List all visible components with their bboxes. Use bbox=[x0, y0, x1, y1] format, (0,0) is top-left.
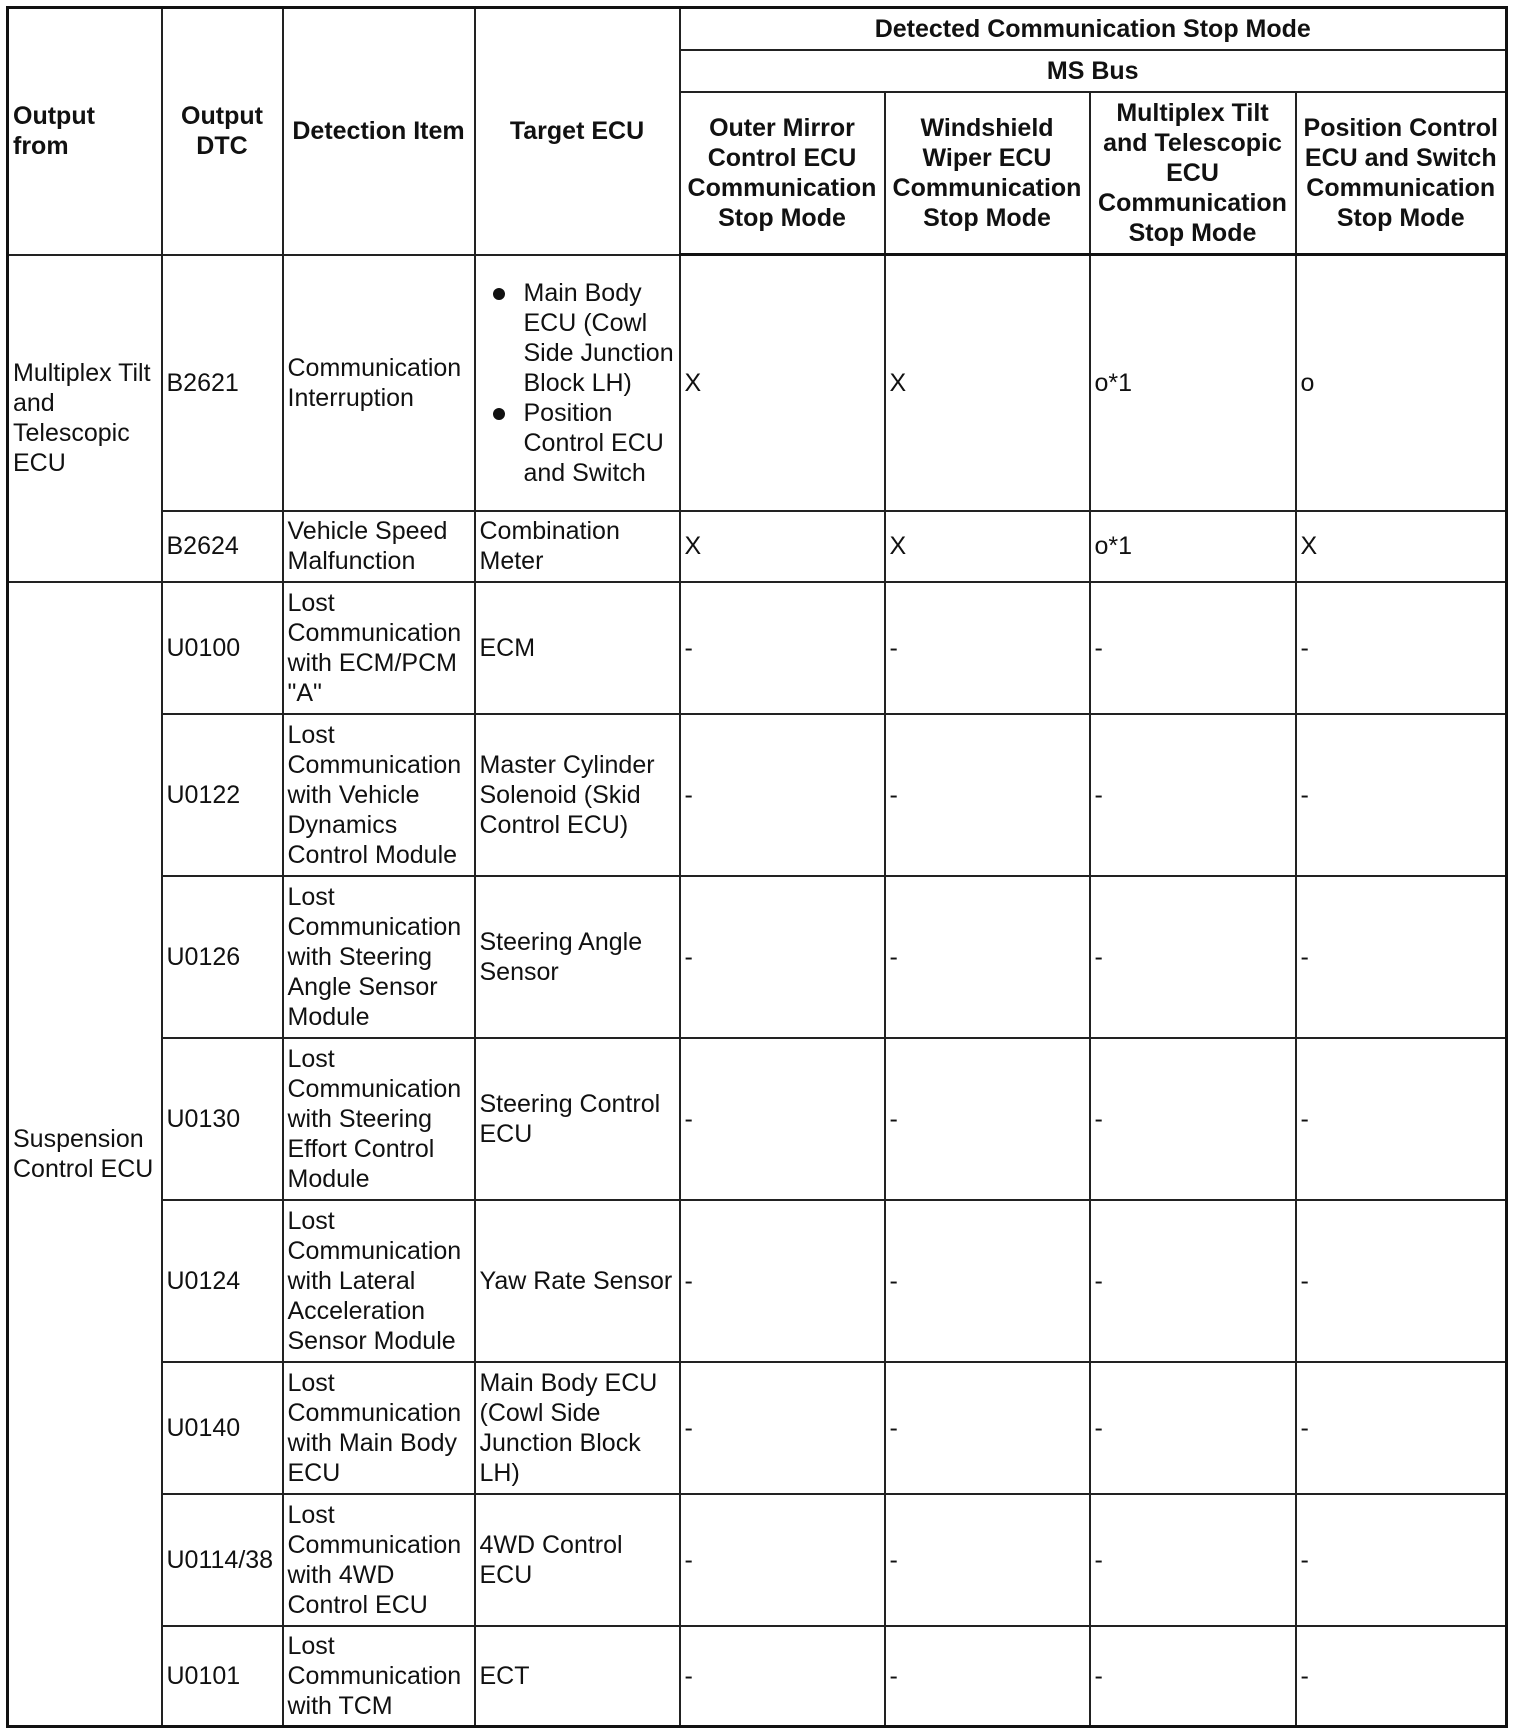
detection-item: Lost Communication with 4WD Control ECU bbox=[283, 1494, 475, 1626]
header-mode-position-control: Position Control ECU and Switch Communication Stop Mode bbox=[1296, 92, 1507, 255]
mode-value: - bbox=[885, 714, 1090, 876]
dtc-code: U0100 bbox=[162, 582, 283, 714]
table-row bbox=[8, 1362, 1507, 1494]
mode-value: X bbox=[885, 511, 1090, 582]
mode-value: o bbox=[1296, 255, 1507, 511]
mode-value: - bbox=[885, 1626, 1090, 1727]
mode-value: - bbox=[1090, 582, 1296, 714]
output-from-cell: Multiplex Tilt and Telescopic ECU bbox=[8, 255, 162, 582]
target-ecu: Main Body ECU (Cowl Side Junction Block LH) bbox=[475, 1362, 680, 1494]
target-ecu: Master Cylinder Solenoid (Skid Control ECU) bbox=[475, 714, 680, 876]
dtc-code: U0130 bbox=[162, 1038, 283, 1200]
table-row bbox=[8, 511, 1507, 582]
target-ecu-cell bbox=[475, 255, 680, 511]
mode-value: - bbox=[1090, 1362, 1296, 1494]
detection-item: Lost Communication with ECM/PCM "A" bbox=[283, 582, 475, 714]
dtc-code: U0140 bbox=[162, 1362, 283, 1494]
mode-value: - bbox=[680, 1494, 885, 1626]
table-row bbox=[8, 1038, 1507, 1200]
mode-value: - bbox=[680, 1362, 885, 1494]
dtc-code: B2621 bbox=[162, 255, 283, 511]
mode-value: o*1 bbox=[1090, 511, 1296, 582]
mode-value: - bbox=[680, 1626, 885, 1727]
table-row bbox=[8, 876, 1507, 1038]
mode-value: X bbox=[1296, 511, 1507, 582]
detection-item: Lost Communication with Steering Effort Control Module bbox=[283, 1038, 475, 1200]
header-detection-item: Detection Item bbox=[283, 8, 475, 255]
mode-value: - bbox=[1296, 1626, 1507, 1727]
mode-value: - bbox=[1090, 1200, 1296, 1362]
header-detected-communication-stop-mode: Detected Communication Stop Mode bbox=[680, 8, 1507, 50]
mode-value: - bbox=[680, 1038, 885, 1200]
mode-value: - bbox=[885, 1038, 1090, 1200]
header-mode-windshield-wiper: Windshield Wiper ECU Communication Stop Mode bbox=[885, 92, 1090, 255]
target-ecu-list bbox=[480, 278, 675, 488]
header-mode-outer-mirror: Outer Mirror Control ECU Communication Stop Mode bbox=[680, 92, 885, 255]
table-row bbox=[8, 1626, 1507, 1727]
mode-value: - bbox=[885, 1362, 1090, 1494]
header-mode-multiplex-tilt: Multiplex Tilt and Telescopic ECU Communication Stop Mode bbox=[1090, 92, 1296, 255]
mode-value: X bbox=[680, 255, 885, 511]
mode-value: - bbox=[680, 714, 885, 876]
target-ecu-list-item: Position Control ECU and Switch bbox=[524, 398, 675, 488]
dtc-code: U0126 bbox=[162, 876, 283, 1038]
mode-value: - bbox=[885, 876, 1090, 1038]
mode-value: - bbox=[885, 1200, 1090, 1362]
detection-item: Lost Communication with Steering Angle Sensor Module bbox=[283, 876, 475, 1038]
mode-value: X bbox=[885, 255, 1090, 511]
target-ecu: 4WD Control ECU bbox=[475, 1494, 680, 1626]
mode-value: - bbox=[1296, 1362, 1507, 1494]
target-ecu-list-item: Main Body ECU (Cowl Side Junction Block LH) bbox=[523, 278, 674, 397]
detection-item: Lost Communication with Main Body ECU bbox=[283, 1362, 475, 1494]
table-row bbox=[8, 714, 1507, 876]
header-target-ecu: Target ECU bbox=[475, 8, 680, 255]
table-row bbox=[8, 255, 1507, 511]
target-ecu: ECT bbox=[475, 1626, 680, 1727]
dtc-code: B2624 bbox=[162, 511, 283, 582]
dtc-code: U0122 bbox=[162, 714, 283, 876]
mode-value: - bbox=[885, 582, 1090, 714]
mode-value: - bbox=[1090, 714, 1296, 876]
mode-value: - bbox=[1296, 1038, 1507, 1200]
mode-value: - bbox=[1296, 1494, 1507, 1626]
table-row bbox=[8, 1494, 1507, 1626]
mode-value: - bbox=[1090, 876, 1296, 1038]
dtc-code: U0101 bbox=[162, 1626, 283, 1727]
dtc-code: U0124 bbox=[162, 1200, 283, 1362]
mode-value: - bbox=[1296, 876, 1507, 1038]
output-from-cell: Suspension Control ECU bbox=[8, 582, 162, 1727]
mode-value: o*1 bbox=[1090, 255, 1296, 511]
detection-item: Lost Communication with Lateral Acceleration Sensor Module bbox=[283, 1200, 475, 1362]
mode-value: - bbox=[1296, 1200, 1507, 1362]
target-ecu: ECM bbox=[475, 582, 680, 714]
dtc-communication-stop-table bbox=[6, 6, 1508, 1728]
mode-value: - bbox=[1296, 582, 1507, 714]
header-output-from: Output from bbox=[8, 8, 162, 255]
header-ms-bus: MS Bus bbox=[680, 50, 1507, 92]
table-row bbox=[8, 1200, 1507, 1362]
target-ecu: Steering Angle Sensor bbox=[475, 876, 680, 1038]
detection-item: Communication Interruption bbox=[283, 255, 475, 511]
detection-item: Lost Communication with TCM bbox=[283, 1626, 475, 1727]
detection-item: Vehicle Speed Malfunction bbox=[283, 511, 475, 582]
table-row bbox=[8, 582, 1507, 714]
mode-value: - bbox=[1090, 1626, 1296, 1727]
header-output-dtc: Output DTC bbox=[162, 8, 283, 255]
mode-value: - bbox=[1090, 1494, 1296, 1626]
target-ecu: Steering Control ECU bbox=[475, 1038, 680, 1200]
mode-value: - bbox=[885, 1494, 1090, 1626]
dtc-code: U0114/38 bbox=[162, 1494, 283, 1626]
target-ecu: Combination Meter bbox=[475, 511, 680, 582]
detection-item: Lost Communication with Vehicle Dynamics Control Module bbox=[283, 714, 475, 876]
mode-value: - bbox=[1296, 714, 1507, 876]
mode-value: X bbox=[680, 511, 885, 582]
mode-value: - bbox=[680, 1200, 885, 1362]
dtc-table-wrapper bbox=[6, 6, 1508, 1728]
mode-value: - bbox=[1090, 1038, 1296, 1200]
target-ecu: Yaw Rate Sensor bbox=[475, 1200, 680, 1362]
mode-value: - bbox=[680, 876, 885, 1038]
mode-value: - bbox=[680, 582, 885, 714]
